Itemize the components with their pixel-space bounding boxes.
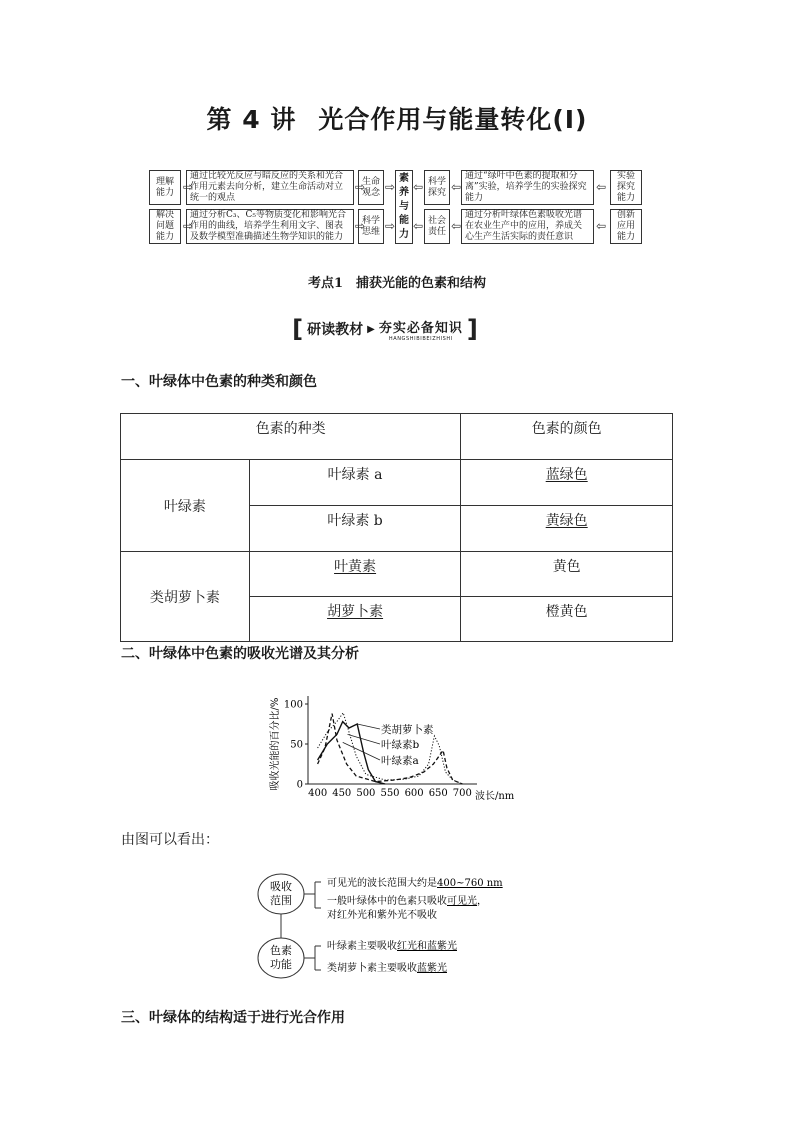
center-box-literacy-ability: 素养与能力 xyxy=(395,170,413,244)
absorption-spectrum-chart xyxy=(262,688,537,806)
series-curve xyxy=(318,722,386,784)
exam-point-title: 考点1 捕获光能的色素和结构 xyxy=(307,276,487,291)
function-item-1: 叶绿素主要吸收红光和蓝紫光 xyxy=(327,941,457,952)
table-header-row xyxy=(121,414,673,460)
desc-box-understanding: 通过比较光反应与暗反应的关系和光合作用元素去向分析，建立生命活动对立统一的观点 xyxy=(186,170,354,205)
pigment-name: 叶绿素 a xyxy=(249,460,461,506)
lesson-number: 第 4 讲 xyxy=(206,105,297,134)
desc-box-responsibility: 通过分析叶绿体色素吸收光谱在农业生产中的应用，养成关心生产生活实际的责任意识 xyxy=(461,209,594,244)
banner-right-text: 夯实必备知识 xyxy=(378,320,463,336)
arrow-right-icon: ⇨ xyxy=(385,180,396,194)
arrow-left-icon: ⇦ xyxy=(413,219,424,233)
y-tick-label: 100 xyxy=(283,699,303,711)
pigment-color: 蓝绿色 xyxy=(545,467,588,483)
x-tick-label: 600 xyxy=(404,788,424,799)
literacy-box-scientific-inquiry: 科学探究 xyxy=(424,170,450,205)
ability-box-innovation: 创新应用能力 xyxy=(610,209,642,244)
literacy-box-social-responsibility: 社会责任 xyxy=(424,209,450,244)
node-absorption-range xyxy=(258,874,503,921)
heading-chloroplast-structure: 三、叶绿体的结构适于进行光合作用 xyxy=(121,1010,345,1026)
legend-leader xyxy=(348,734,380,744)
arrow-right-icon: ⇨ xyxy=(355,180,366,194)
arrow-right-icon: ⇨ xyxy=(355,219,366,233)
x-tick-label: 400 xyxy=(308,788,328,799)
arrow-right-icon: ⇨ xyxy=(385,219,396,233)
study-banner xyxy=(255,315,515,343)
desc-box-inquiry: 通过“绿叶中色素的提取和分离”实验，培养学生的实验探究能力 xyxy=(461,170,594,205)
arrow-left-icon: ⇦ xyxy=(451,219,462,233)
bracket-right-icon: ] xyxy=(466,315,478,343)
y-axis-label: 吸收光能的百分比/% xyxy=(270,697,281,791)
ability-box-understanding: 理解能力 xyxy=(149,170,181,205)
pigment-color: 黄色 xyxy=(461,552,673,597)
bracket-connector xyxy=(304,946,321,970)
page-title xyxy=(0,100,794,136)
pigment-name: 叶绿素 b xyxy=(249,506,461,552)
node-label: 吸收 xyxy=(270,880,292,893)
observation-text: 由图可以看出： xyxy=(121,832,219,848)
node-label: 色素 xyxy=(270,944,292,957)
header-pigment-type: 色素的种类 xyxy=(121,414,461,460)
arrow-left-icon: ⇦ xyxy=(451,180,462,194)
absorption-mindmap xyxy=(255,870,555,980)
legend-label: 叶绿素a xyxy=(381,755,419,767)
banner-right-group xyxy=(379,317,463,342)
node-label: 功能 xyxy=(270,958,292,971)
bracket-connector xyxy=(304,882,321,908)
range-item-2-cont: 对红外光和紫外光不吸收 xyxy=(327,910,437,921)
ability-box-problem-solving: 解决问题能力 xyxy=(149,209,181,244)
header-pigment-color: 色素的颜色 xyxy=(461,414,673,460)
legend-label: 叶绿素b xyxy=(381,739,420,751)
y-tick-label: 50 xyxy=(290,739,303,751)
banner-left-text: 研读教材 xyxy=(307,322,364,338)
arrow-right-icon: ⇨ xyxy=(183,219,194,233)
legend-leader xyxy=(357,724,380,729)
literacy-box-scientific-thinking: 科学思维 xyxy=(358,209,384,244)
range-item-2: 一般叶绿体中的色素只吸收可见光， xyxy=(327,896,487,907)
node-label: 范围 xyxy=(270,894,292,907)
table-row xyxy=(121,552,673,597)
literacy-box-life-concept: 生命观念 xyxy=(358,170,384,205)
y-tick-label: 0 xyxy=(296,779,303,791)
x-tick-label: 550 xyxy=(380,788,400,799)
x-tick-label: 700 xyxy=(452,788,472,799)
x-tick-label: 500 xyxy=(356,788,376,799)
arrow-left-icon: ⇦ xyxy=(596,219,607,233)
legend-label: 类胡萝卜素 xyxy=(381,724,434,736)
pigment-table xyxy=(120,413,673,642)
pigment-color: 橙黄色 xyxy=(461,597,673,642)
table-row xyxy=(121,460,673,506)
pigment-name: 胡萝卜素 xyxy=(327,604,384,620)
group-carotenoid: 类胡萝卜素 xyxy=(121,552,250,642)
triangle-icon: ▶ xyxy=(367,323,375,335)
banner-pinyin: HANGSHIBIBEIZHISHI xyxy=(388,335,453,342)
range-item-1: 可见光的波长范围大约是400~760 nm xyxy=(327,878,503,889)
pigment-name: 叶黄素 xyxy=(334,559,377,575)
arrow-left-icon: ⇦ xyxy=(413,180,424,194)
heading-absorption-spectrum: 二、叶绿体中色素的吸收光谱及其分析 xyxy=(121,646,359,662)
ability-box-experiment: 实验探究能力 xyxy=(610,170,642,205)
group-chlorophyll: 叶绿素 xyxy=(121,460,250,552)
bracket-left-icon: [ xyxy=(292,315,304,343)
arrow-left-icon: ⇦ xyxy=(596,180,607,194)
x-tick-label: 650 xyxy=(428,788,448,799)
node-pigment-function xyxy=(258,938,457,978)
x-tick-label: 450 xyxy=(332,788,352,799)
heading-pigment-types: 一、叶绿体中色素的种类和颜色 xyxy=(121,374,317,390)
x-axis-label: 波长/nm xyxy=(475,791,515,802)
function-item-2: 类胡萝卜素主要吸收蓝紫光 xyxy=(327,963,447,974)
pigment-color: 黄绿色 xyxy=(545,513,588,529)
arrow-right-icon: ⇨ xyxy=(183,180,194,194)
desc-box-problem-solving: 通过分析C₃、C₅等物质变化和影响光合作用的曲线，培养学生利用文字、图表及数学模型准确描述生物学知识的能力 xyxy=(186,209,354,244)
lesson-topic: 光合作用与能量转化(Ⅰ) xyxy=(318,105,588,134)
